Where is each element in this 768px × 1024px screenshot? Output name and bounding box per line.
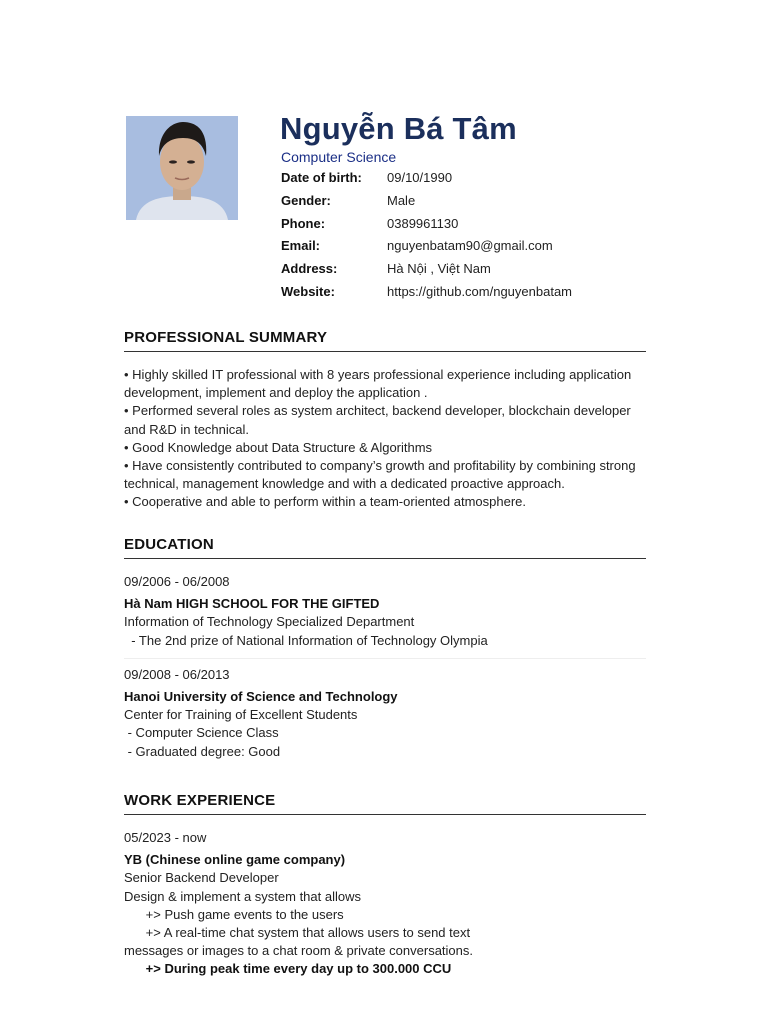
summary-item: • Performed several roles as system architect, backend developer, blockchain developer and R&D in technical.: [124, 403, 631, 437]
entry-line: Design & implement a system that allows: [124, 888, 361, 904]
profile-photo: [126, 116, 238, 220]
info-row-address: [281, 261, 572, 284]
info-value: Hà Nội , Việt Nam: [387, 261, 491, 277]
entry-line: Information of Technology Specialized Department: [124, 614, 415, 630]
section-heading: EDUCATION: [124, 536, 646, 559]
info-row-dob: [281, 170, 572, 193]
entry-date: 09/2008 - 06/2013: [124, 666, 230, 682]
info-label: Gender:: [281, 192, 331, 208]
entry-date: 05/2023 - now: [124, 830, 207, 845]
info-label: Address:: [281, 261, 338, 277]
entry-date: 09/2006 - 06/2008: [124, 574, 230, 589]
work-list: [124, 829, 646, 987]
summary-text: [124, 366, 646, 512]
email-link[interactable]: nguyenbatam90@gmail.com: [387, 238, 553, 254]
summary-item: • Good Knowledge about Data Structure & Algorithms: [124, 439, 433, 455]
info-label: Email:: [281, 238, 321, 254]
summary-section: [124, 329, 646, 512]
summary-item: • Have consistently contributed to company’s growth and profitability by combining strong technical, management knowledge and with a dedicated proactive approach.: [124, 458, 636, 492]
entry-line: - Computer Science Class: [124, 725, 279, 741]
education-section: [124, 536, 646, 769]
entry-line: - The 2nd prize of National Information of Technology Olympia: [124, 632, 488, 648]
summary-item: • Highly skilled IT professional with 8 years professional experience including application development, implement and deploy the application .: [124, 367, 632, 401]
personal-info: [281, 170, 572, 307]
education-entry: [124, 658, 646, 769]
section-heading: PROFESSIONAL SUMMARY: [124, 329, 646, 352]
entry-line: +> A real-time chat system that allows users to send text: [124, 925, 471, 941]
info-value: Male: [387, 192, 416, 208]
candidate-name: Nguyễn Bá Tâm: [280, 111, 517, 146]
info-row-gender: [281, 193, 572, 216]
entry-org: Hà Nam HIGH SCHOOL FOR THE GIFTED: [124, 596, 380, 612]
info-value: 09/10/1990: [387, 170, 453, 185]
entry-line: +> Push game events to the users: [124, 906, 344, 922]
entry-org: Hanoi University of Science and Technology: [124, 689, 398, 705]
entry-line: - Graduated degree: Good: [124, 743, 281, 759]
education-list: [124, 573, 646, 769]
info-label: Date of birth:: [281, 170, 362, 185]
candidate-title: Computer Science: [281, 149, 397, 165]
entry-line-highlight: +> During peak time every day up to 300.000 CCU: [124, 961, 452, 977]
entry-line: Senior Backend Developer: [124, 870, 279, 886]
work-entry: [124, 829, 646, 987]
info-row-email: [281, 238, 572, 261]
work-section: [124, 792, 646, 987]
entry-line: messages or images to a chat room & private conversations.: [124, 943, 473, 959]
entry-line: Center for Training of Excellent Students: [124, 707, 358, 723]
info-label: Phone:: [281, 215, 326, 231]
summary-item: • Cooperative and able to perform within a team-oriented atmosphere.: [124, 494, 526, 510]
section-heading: WORK EXPERIENCE: [124, 792, 646, 815]
website-link[interactable]: https://github.com/nguyenbatam: [387, 283, 573, 299]
info-row-website: [281, 284, 572, 307]
info-row-phone: [281, 216, 572, 239]
info-value: 0389961130: [387, 215, 459, 231]
info-label: Website:: [281, 283, 335, 299]
entry-org: YB (Chinese online game company): [124, 852, 346, 868]
education-entry: [124, 573, 646, 658]
